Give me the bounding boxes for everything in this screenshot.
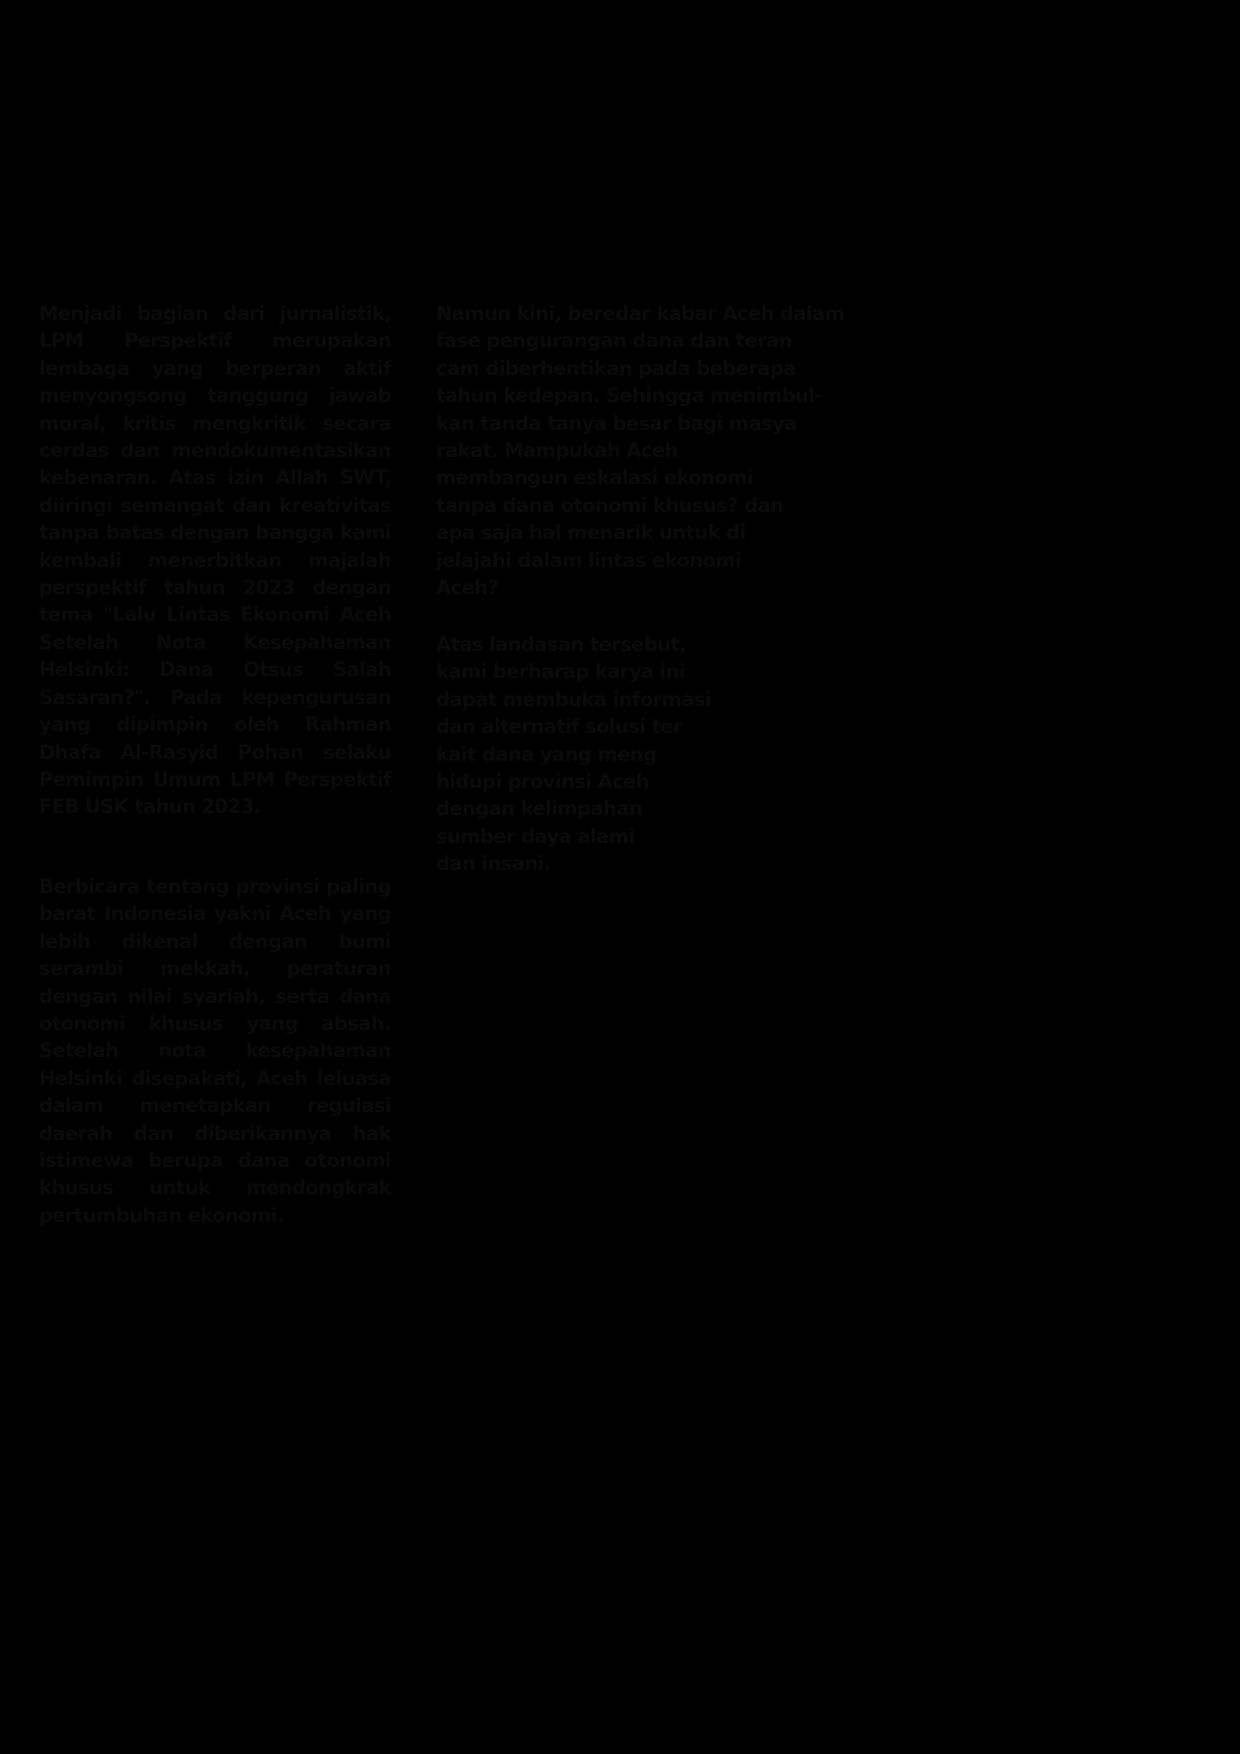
paragraph-closing-hope: Atas landasan tersebut, kami berharap karya ini dapat membuka informasi dan alternatif solusi ter kait dana yang meng hidupi provinsi Aceh dengan kelimpahan sumber daya alami dan insani.: [436, 633, 711, 876]
intro-paragraph-lpm-perspektif: Menjadi bagian dari jurnalistik, LPM Perspektif merupakan lembaga yang berperan aktif menyongsong tanggung jawab moral, kritis mengkritik secara cerdas dan mendokumentasikan kebenaran. Atas izin Allah SWT, diiringi semangat dan kreativitas tanpa batas dengan bangga kami kembali menerbitkan majalah perspektif tahun 2023 dengan tema "Lalu Lintas Ekonomi Aceh Setelah Nota Kesepahaman Helsinki: Dana Otsus Salah Sasaran?". Pada kepengurusan yang dipimpin oleh Rahman Dhafa Al-Rasyid Pohan selaku Pemimpin Umum LPM Perspektif FEB USK tahun 2023.: [39, 302, 391, 819]
paragraph-otsus-reduction: Namun kini, beredar kabar Aceh dalam fase pengurangan dana dan teran cam diberhentikan pada beberapa tahun kedepan. Sehingga menimbul- kan tanda tanya besar bagi masya rakat. Mampukah Aceh membangun eskalasi ekonomi tanpa dana otonomi khusus? dan apa saja hal menarik untuk di jelajahi dalam lintas ekonomi Aceh?: [436, 302, 845, 600]
paragraph-aceh-province: Berbicara tentang provinsi paling barat Indonesia yakni Aceh yang lebih dikenal dengan bumi serambi mekkah, peraturan dengan nilai syariah, serta dana otonomi khusus yang absah. Setelah nota kesepahaman Helsinki disepakati, Aceh leluasa dalam menetapkan regulasi daerah dan diberikannya hak istimewa berupa dana otonomi khusus untuk mendongkrak pertumbuhan ekonomi.: [39, 875, 391, 1227]
